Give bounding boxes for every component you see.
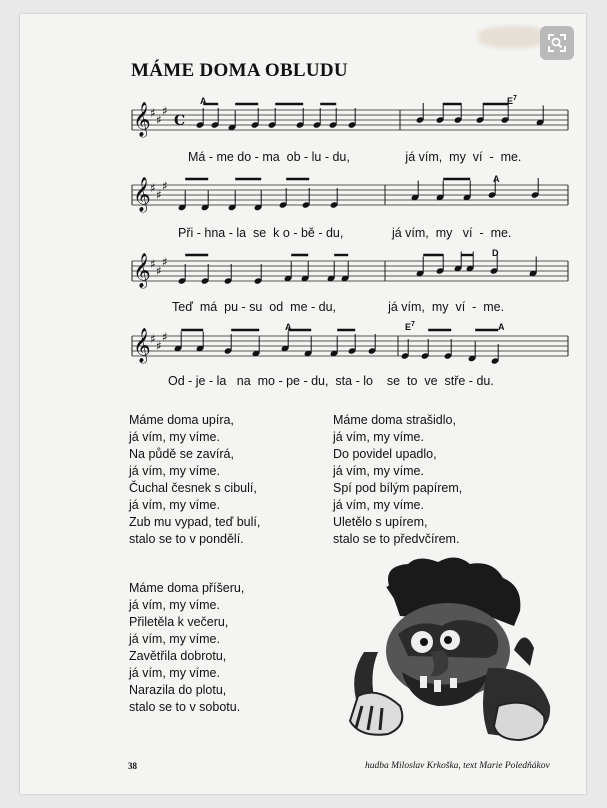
verse-3 [129,580,244,716]
verse-line: Narazila do plotu, [129,683,227,697]
chord-label: A [498,322,505,332]
svg-text:♯: ♯ [162,330,168,344]
verse-line: Zavětřila dobrotu, [129,649,227,663]
svg-text:♯: ♯ [156,339,162,353]
chord-label: $E^7$ [405,321,415,332]
verse-line: stalo se to předvčírem. [333,532,460,546]
verse-line: já vím, my víme. [129,666,220,680]
svg-text:𝄞: 𝄞 [133,177,151,212]
verse-line: Máme doma příšeru, [129,581,245,595]
chord-label: A [493,174,500,184]
verse-line: já vím, my víme. [333,498,424,512]
verse-line: já vím, my víme. [333,430,424,444]
page-number: 38 [128,761,137,771]
verse-2 [333,412,462,548]
svg-text:♯: ♯ [162,255,168,269]
verse-line: Do povidel upadlo, [333,447,437,461]
chord-label: D [492,248,499,258]
verse-line: Zub mu vypad, teď bulí, [129,515,261,529]
credit-line: hudba Miloslav Krkoška, text Marie Poledňákov [365,761,550,771]
verse-line: Máme doma strašidlo, [333,413,456,427]
verse-line: Čuchal česnek s cibulí, [129,481,257,495]
verse-line: já vím, my víme. [333,464,424,478]
verse-1 [129,412,260,548]
svg-text:𝄞: 𝄞 [133,253,151,288]
verse-line: Spí pod bílým papírem, [333,481,463,495]
svg-text:♯: ♯ [162,104,168,118]
svg-text:C: C [174,113,186,129]
lyric-line-2: Při - hna - la se k o - bě - du, já vím, my ví - me. [178,226,512,240]
verse-line: stalo se to v sobotu. [129,700,241,714]
svg-text:♯: ♯ [156,113,162,127]
svg-text:♯: ♯ [150,257,156,271]
verse-line: Přiletěla k večeru, [129,615,229,629]
chord-label: A [285,322,292,332]
svg-text:♯: ♯ [156,188,162,202]
svg-text:♯: ♯ [162,179,168,193]
verse-line: já vím, my víme. [129,632,220,646]
svg-text:♯: ♯ [150,181,156,195]
verse-line: Na půdě se zavírá, [129,447,234,461]
verse-line: já vím, my víme. [129,598,220,612]
svg-text:♯: ♯ [150,332,156,346]
lyric-line-4: Od - je - la na mo - pe - du, sta - lo se to ve stře - du. [168,374,494,388]
svg-text:𝄞: 𝄞 [133,102,151,137]
song-title: MÁME DOMA OBLUDU [131,60,348,81]
verse-line: já vím, my víme. [129,498,220,512]
verse-line: stalo se to v pondělí. [129,532,244,546]
verse-line: já vím, my víme. [129,464,220,478]
verse-line: Máme doma upíra, [129,413,234,427]
svg-text:♯: ♯ [156,264,162,278]
music-notation [0,0,607,400]
lyric-line-1: Má - me do - ma ob - lu - du, já vím, my ví - me. [188,150,522,164]
verse-line: Uletělo s upírem, [333,515,428,529]
verse-line: já vím, my víme. [129,430,220,444]
monster-illustration [338,556,563,746]
svg-text:𝄞: 𝄞 [133,328,151,363]
chord-label: $E^7$ [507,95,517,106]
lyric-line-3: Teď má pu - su od me - du, já vím, my ví - me. [172,300,505,314]
chord-label: A [200,96,207,106]
svg-text:♯: ♯ [150,106,156,120]
